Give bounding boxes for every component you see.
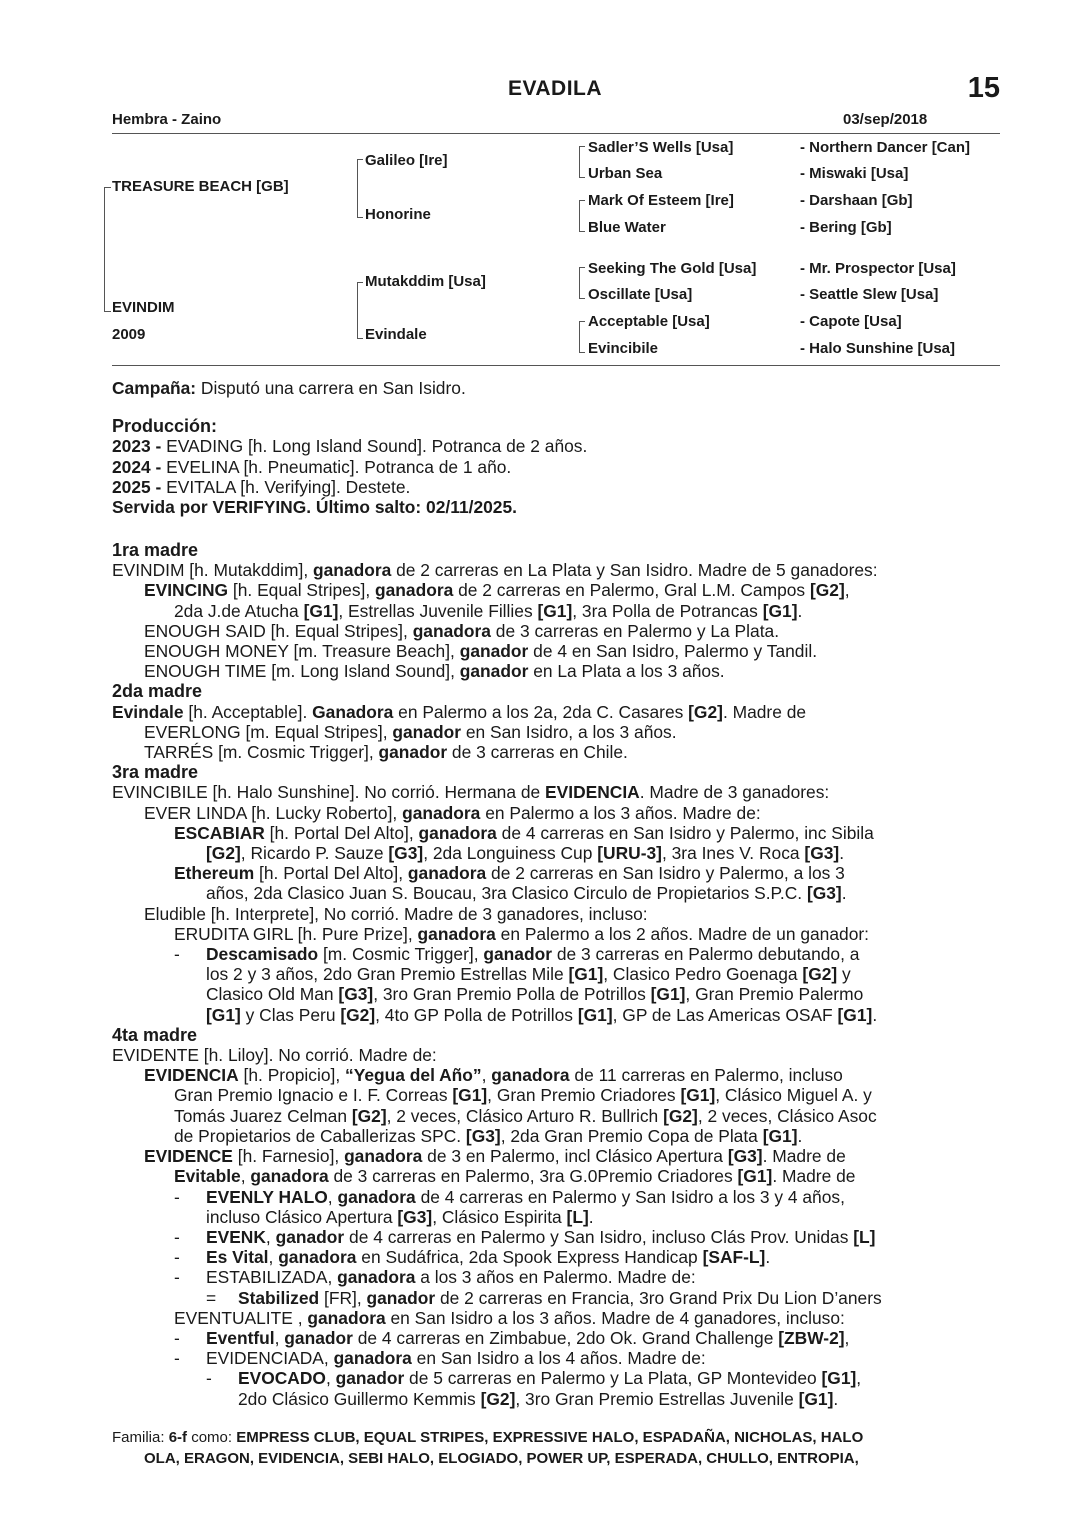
text-line: ENOUGH MONEY [m. Treasure Beach], ganador de 4 en San Isidro, Palermo y Tandil. bbox=[144, 641, 818, 662]
text-line: 2da J.de Atucha [G1], Estrellas Juvenile Fillies [G1], 3ra Polla de Potrancas [G1]. bbox=[174, 600, 803, 621]
pedigree-gen4-item: - Northern Dancer [Can] bbox=[800, 139, 971, 156]
text-line: EVINCIBILE [h. Halo Sunshine]. No corrió. Hermana de EVIDENCIA. Madre de 3 ganadores: bbox=[112, 782, 830, 803]
pedigree-dam: EVINDIM bbox=[112, 299, 175, 316]
pedigree-gen3-item: Blue Water bbox=[588, 219, 666, 236]
text-line: EVERLONG [m. Equal Stripes], ganador en San Isidro, a los 3 años. bbox=[144, 721, 677, 742]
pedigree-gen3-item: Evincibile bbox=[588, 340, 659, 357]
text-line: EVINDIM [h. Mutakddim], ganadora de 2 carreras en La Plata y San Isidro. Madre de 5 ganadores: bbox=[112, 560, 878, 581]
pedigree-gen4-item: - Halo Sunshine [Usa] bbox=[800, 340, 956, 357]
campaign-label: Campaña: bbox=[112, 378, 197, 398]
header-rule bbox=[112, 133, 1000, 134]
family-line: OLA, ERAGON, EVIDENCIA, SEBI HALO, ELOGIADO, POWER UP, ESPERADA, CHULLO, ENTROPIA, bbox=[144, 1450, 859, 1467]
pedigree-gen4-item: - Seattle Slew [Usa] bbox=[800, 286, 939, 303]
pedigree-gen4-item: - Bering [Gb] bbox=[800, 219, 892, 236]
section-1ra-madre: 1ra madre bbox=[112, 540, 199, 560]
text-line: - Descamisado [m. Cosmic Trigger], ganador de 3 carreras en Palermo debutando, a bbox=[174, 944, 860, 965]
pedigree-gen3-item: Acceptable [Usa] bbox=[588, 313, 710, 330]
text-line: TARRÉS [m. Cosmic Trigger], ganador de 3 carreras en Chile. bbox=[144, 742, 628, 763]
family-section bbox=[112, 1427, 1000, 1469]
text-line: [G2], Ricardo P. Sauze [G3], 2da Longuiness Cup [URU-3], 3ra Ines V. Roca [G3]. bbox=[206, 843, 845, 864]
section-2da-madre: 2da madre bbox=[112, 681, 203, 702]
sex-color: Hembra - Zaino bbox=[112, 111, 222, 128]
text-line: Tomás Juarez Celman [G2], 2 veces, Clásico Arturo R. Bullrich [G2], 2 veces, Clásico Asoc bbox=[174, 1105, 877, 1126]
pedigree-sire: TREASURE BEACH [GB] bbox=[112, 178, 289, 195]
text-line: 2do Clásico Guillermo Kemmis [G2], 3ro Gran Premio Estrellas Juvenile [G1]. bbox=[238, 1388, 839, 1409]
pedigree-gen4-item: - Darshaan [Gb] bbox=[800, 192, 913, 209]
text-line: Evitable, ganadora de 3 carreras en Palermo, 3ra G.0Premio Criadores [G1]. Madre de bbox=[174, 1166, 856, 1187]
bracket-gen3 bbox=[579, 146, 585, 178]
text-line: - EVIDENCIADA, ganadora en San Isidro a los 4 años. Madre de: bbox=[174, 1348, 706, 1369]
text-line: incluso Clásico Apertura [G3], Clásico Espirita [L]. bbox=[206, 1206, 594, 1227]
text-line: Clasico Old Man [G3], 3ro Gran Premio Polla de Potrillos [G1], Gran Premio Palermo bbox=[206, 984, 864, 1005]
production-label: Producción: bbox=[112, 416, 218, 437]
pedigree-gen2-item: Honorine bbox=[365, 206, 431, 223]
pedigree-gen3-item: Sadler’S Wells [Usa] bbox=[588, 139, 734, 156]
text-line: ENOUGH TIME [m. Long Island Sound], ganador en La Plata a los 3 años. bbox=[144, 661, 725, 682]
section-4ta-madre: 4ta madre bbox=[112, 1024, 198, 1045]
text-line: = Stabilized [FR], ganador de 2 carreras en Francia, 3ro Grand Prix Du Lion D’aners bbox=[206, 1287, 882, 1308]
text-line: EVIDENCIA [h. Propicio], “Yegua del Año”, ganadora de 11 carreras en Palermo, incluso bbox=[144, 1065, 843, 1086]
text-line: de Propietarios de Caballerizas SPC. [G3], 2da Gran Premio Copa de Plata [G1]. bbox=[174, 1125, 803, 1146]
text-line: Gran Premio Ignacio e I. F. Correas [G1], Gran Premio Criadores [G1], Clásico Miguel A. y bbox=[174, 1085, 872, 1106]
bracket-gen3 bbox=[579, 200, 585, 232]
maternal-lines bbox=[112, 540, 1000, 1409]
text-line: - EVENK, ganador de 4 carreras en Palermo y San Isidro, incluso Clás Prov. Unidas [L] bbox=[174, 1226, 876, 1247]
pedigree-gen3-item: Seeking The Gold [Usa] bbox=[588, 260, 757, 277]
text-line: ESCABIAR [h. Portal Del Alto], ganadora de 4 carreras en San Isidro y Palermo, inc Sibila bbox=[174, 822, 874, 843]
production-line: 2025 - EVITALA [h. Verifying]. Destete. bbox=[112, 476, 411, 497]
text-line: EVENTUALITE , ganadora en San Isidro a los 3 años. Madre de 4 ganadores, incluso: bbox=[174, 1307, 845, 1328]
text-line: ENOUGH SAID [h. Equal Stripes], ganadora de 3 carreras en Palermo y La Plata. bbox=[144, 620, 780, 641]
text-line: EVINCING [h. Equal Stripes], ganadora de 2 carreras en Palermo, Gral L.M. Campos [G2], bbox=[144, 580, 850, 601]
campaign-line: Campaña: Disputó una carrera en San Isidro. bbox=[112, 378, 466, 398]
pedigree-gen2-item: Mutakddim [Usa] bbox=[365, 273, 486, 290]
production-line: 2023 - EVADING [h. Long Island Sound]. Potranca de 2 años. bbox=[112, 436, 588, 457]
page-title: EVADILA bbox=[507, 77, 603, 100]
text-line: - ESTABILIZADA, ganadora a los 3 años en Palermo. Madre de: bbox=[174, 1267, 696, 1288]
pedigree-gen4-item: - Capote [Usa] bbox=[800, 313, 902, 330]
pedigree-rule bbox=[112, 365, 1000, 366]
text-line: EVER LINDA [h. Lucky Roberto], ganadora en Palermo a los 3 años. Madre de: bbox=[144, 802, 761, 823]
bracket-gen3 bbox=[579, 267, 585, 299]
text-line: años, 2da Clasico Juan S. Boucau, 3ra Clasico Circulo de Propietarios S.P.C. [G3]. bbox=[206, 883, 847, 904]
text-line: [G1] y Clas Peru [G2], 4to GP Polla de Potrillos [G1], GP de Las Americas OSAF [G1]. bbox=[206, 1004, 878, 1025]
campaign-production bbox=[112, 378, 1000, 517]
bracket-gen2-b bbox=[357, 282, 363, 339]
bracket-gen3 bbox=[579, 321, 585, 353]
text-line: EVIDENCE [h. Farnesio], ganadora de 3 en Palermo, incl Clásico Apertura [G3]. Madre de bbox=[144, 1146, 846, 1167]
pedigree-gen3-item: Urban Sea bbox=[588, 165, 663, 182]
text-line: EVIDENTE [h. Liloy]. No corrió. Madre de: bbox=[112, 1045, 437, 1066]
family-line: Familia: 6-f como: EMPRESS CLUB, EQUAL STRIPES, EXPRESSIVE HALO, ESPADAÑA, NICHOLAS, HALO bbox=[112, 1429, 864, 1446]
bracket-gen1 bbox=[104, 187, 111, 312]
bracket-gen2-a bbox=[357, 159, 363, 218]
pedigree-dam-year: 2009 bbox=[112, 326, 146, 343]
served-by-line: Servida por VERIFYING. Último salto: 02/11/2025. bbox=[112, 497, 517, 518]
pedigree-gen4-item: - Miswaki [Usa] bbox=[800, 165, 909, 182]
production-line: 2024 - EVELINA [h. Pneumatic]. Potranca de 1 año. bbox=[112, 456, 512, 477]
text-line: - Es Vital, ganadora en Sudáfrica, 2da Spook Express Handicap [SAF-L]. bbox=[174, 1247, 771, 1268]
text-line: - EVOCADO, ganador de 5 carreras en Palermo y La Plata, GP Montevideo [G1], bbox=[206, 1368, 862, 1389]
pedigree-gen2-item: Evindale bbox=[365, 326, 427, 343]
pedigree-gen2-item: Galileo [Ire] bbox=[365, 152, 448, 169]
section-3ra-madre: 3ra madre bbox=[112, 762, 199, 783]
text-line: - Eventful, ganador de 4 carreras en Zimbabue, 2do Ok. Grand Challenge [ZBW-2], bbox=[174, 1327, 850, 1348]
report-date: 03/sep/2018 bbox=[843, 111, 928, 128]
text-line: ERUDITA GIRL [h. Pure Prize], ganadora en Palermo a los 2 años. Madre de un ganador: bbox=[174, 923, 869, 944]
text-line: Evindale [h. Acceptable]. Ganadora en Palermo a los 2a, 2da C. Casares [G2]. Madre de bbox=[112, 701, 807, 722]
text-line: Eludible [h. Interprete], No corrió. Madre de 3 ganadores, incluso: bbox=[144, 903, 648, 924]
text-line: - EVENLY HALO, ganadora de 4 carreras en Palermo y San Isidro a los 3 y 4 años, bbox=[174, 1186, 845, 1207]
pedigree-gen4-item: - Mr. Prospector [Usa] bbox=[800, 260, 956, 277]
pedigree-gen3-item: Oscillate [Usa] bbox=[588, 286, 693, 303]
page-number: 15 bbox=[967, 72, 1000, 104]
text-line: los 2 y 3 años, 2do Gran Premio Estrellas Mile [G1], Clasico Pedro Goenaga [G2] y bbox=[206, 964, 851, 985]
pedigree-gen3-item: Mark Of Esteem [Ire] bbox=[588, 192, 734, 209]
text-line: Ethereum [h. Portal Del Alto], ganadora de 2 carreras en San Isidro y Palermo, a los 3 bbox=[174, 863, 845, 884]
